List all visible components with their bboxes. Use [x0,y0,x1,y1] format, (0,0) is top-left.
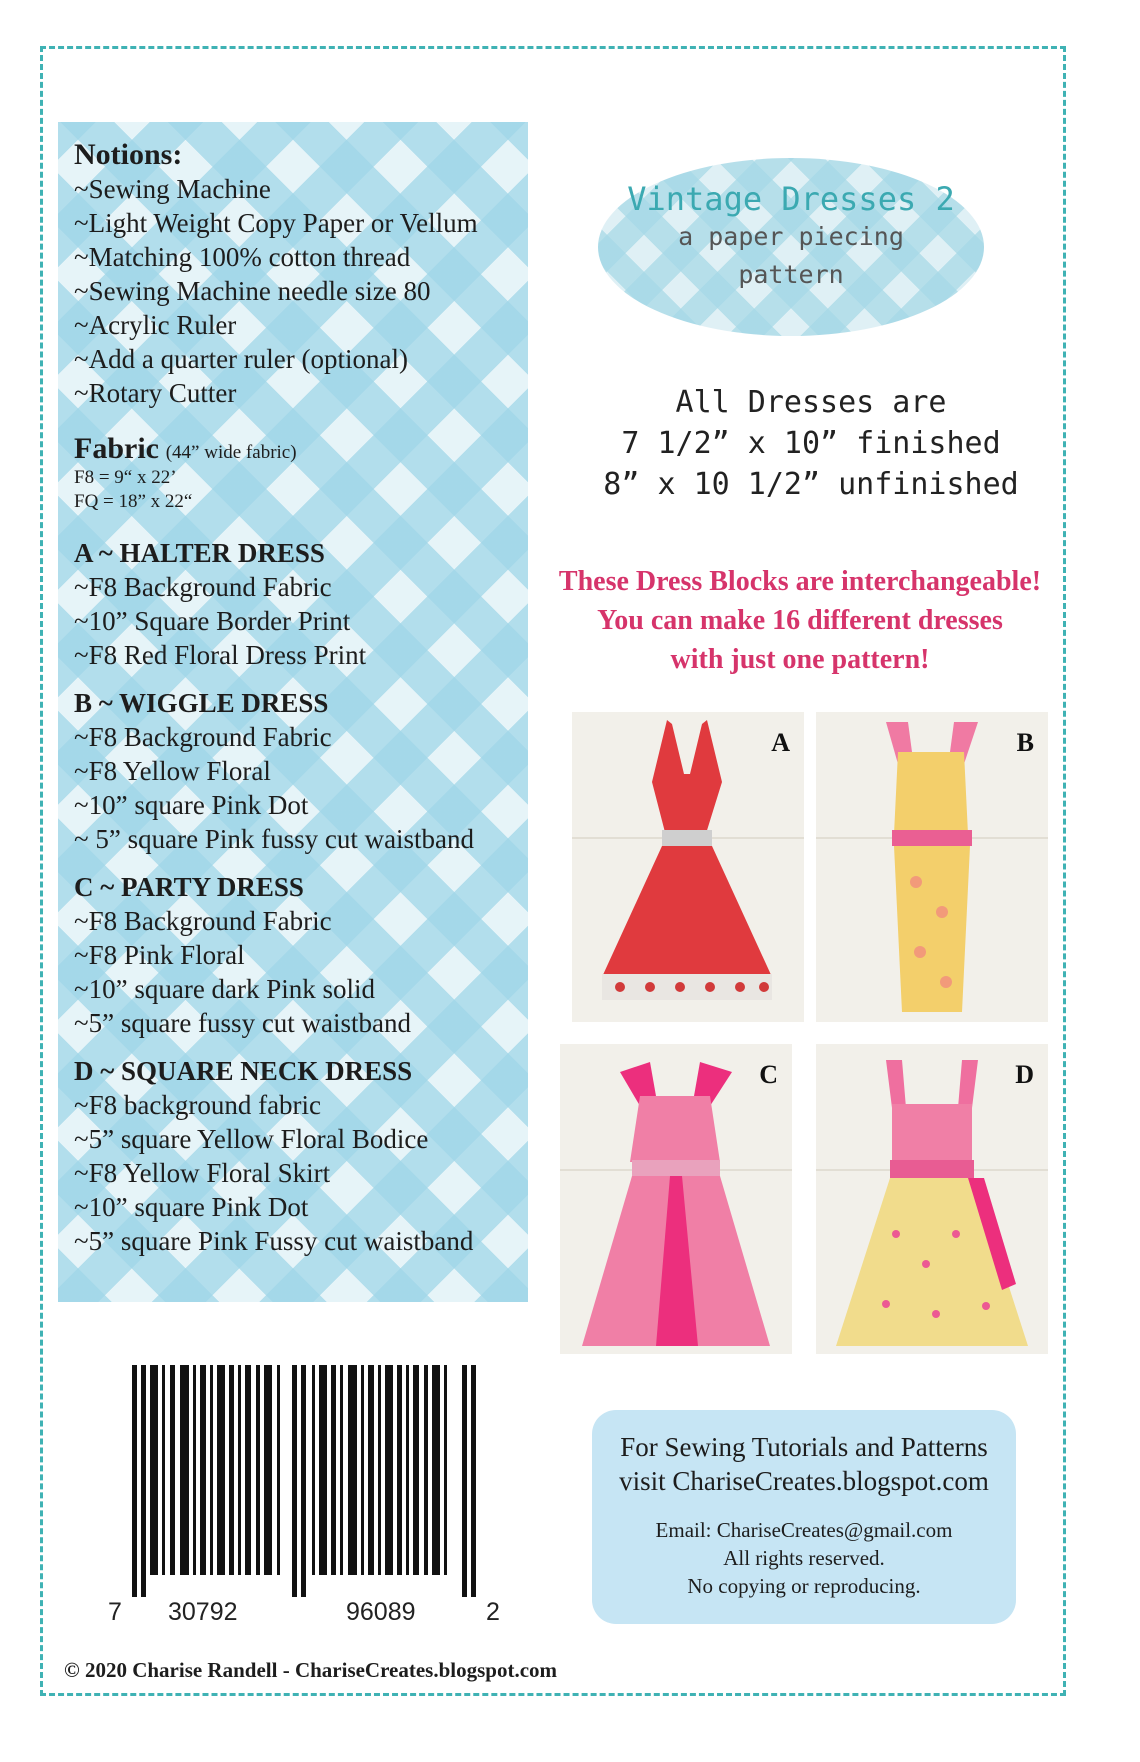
halter-dress-icon [572,712,804,1022]
wiggle-dress-icon [816,712,1048,1022]
dress-b-title: B ~ WIGGLE DRESS [74,688,329,718]
blog-link[interactable]: visit ChariseCreates.blogspot.com [619,1466,989,1496]
title-oval [598,158,984,336]
dress-block-b [816,712,1048,1022]
barcode-icon [132,1365,476,1597]
notion-item: ~Sewing Machine needle size 80 [74,276,431,306]
rights-text: All rights reserved. [723,1546,885,1570]
dress-c-item: ~10” square dark Pink solid [74,974,376,1004]
dress-a-item: ~10” Square Border Print [74,606,351,636]
email-text: Email: ChariseCreates@gmail.com [655,1518,953,1542]
barcode-digits-left: 30792 [168,1598,238,1626]
notion-item: ~Rotary Cutter [74,378,237,408]
dress-b-item: ~F8 Background Fabric [74,722,332,752]
dress-d-item: ~5” square Yellow Floral Bodice [74,1124,429,1154]
fabric-heading-row [74,432,524,466]
promo-line-3: with just one pattern! [670,644,930,675]
dress-d-item: ~F8 background fabric [74,1090,322,1120]
materials-list [74,138,524,1258]
notions-heading: Notions: [74,138,183,171]
dress-b-item: ~ 5” square Pink fussy cut waistband [74,824,475,854]
promo-line-2: You can make 16 different dresses [597,605,1003,636]
fabric-f8: F8 = 9“ x 22’ [74,467,177,488]
notion-item: ~Acrylic Ruler [74,310,237,340]
party-dress-icon [560,1044,792,1354]
pattern-subtitle-1: a paper piecing [678,222,904,251]
dress-c-item: ~F8 Background Fabric [74,906,332,936]
notion-item: ~Sewing Machine [74,174,271,204]
pattern-title: Vintage Dresses 2 [627,180,955,218]
fabric-heading: Fabric [74,432,159,465]
size-line-2: 7 1/2” x 10” finished [621,426,1001,461]
promo-line-1: These Dress Blocks are interchangeable! [558,566,1042,597]
block-label-c: C [759,1060,778,1089]
dress-a-item: ~F8 Background Fabric [74,572,332,602]
dress-d-item: ~10” square Pink Dot [74,1192,309,1222]
dress-block-c [560,1044,792,1354]
dress-d-item: ~F8 Yellow Floral Skirt [74,1158,331,1188]
dress-d-title: D ~ SQUARE NECK DRESS [74,1056,413,1086]
notion-item: ~Matching 100% cotton thread [74,242,411,272]
dress-b-item: ~F8 Yellow Floral [74,756,271,786]
dress-c-item: ~5” square fussy cut waistband [74,1008,412,1038]
dress-a-title: A ~ HALTER DRESS [74,538,325,568]
copyright-footer: © 2020 Charise Randell - ChariseCreates.blogspot.com [64,1658,558,1682]
notion-item: ~Light Weight Copy Paper or Vellum [74,208,478,238]
dress-block-d [816,1044,1048,1354]
block-label-b: B [1016,728,1034,757]
square-neck-dress-icon [816,1044,1048,1354]
fabric-fq: FQ = 18” x 22“ [74,491,193,512]
dress-a-item: ~F8 Red Floral Dress Print [74,640,367,670]
size-line-3: 8” x 10 1/2” unfinished [603,467,1019,502]
tutorials-line: For Sewing Tutorials and Patterns [620,1432,988,1462]
barcode-digit-first: 7 [108,1598,122,1626]
dress-block-a [572,712,804,1022]
dress-c-title: C ~ PARTY DRESS [74,872,304,902]
pattern-subtitle-2: pattern [738,260,844,289]
notion-item: ~Add a quarter ruler (optional) [74,344,408,374]
contact-box [592,1410,1016,1624]
barcode-digit-last: 2 [486,1598,500,1626]
barcode-digits-right: 96089 [346,1598,416,1626]
block-label-d: D [1015,1060,1034,1089]
no-copy-text: No copying or reproducing. [687,1574,921,1598]
dress-b-item: ~10” square Pink Dot [74,790,309,820]
promo-text [530,562,1070,679]
fabric-note: (44” wide fabric) [165,442,297,463]
block-label-a: A [771,728,790,757]
size-line-1: All Dresses are [675,385,947,420]
dress-d-item: ~5” square Pink Fussy cut waistband [74,1226,474,1256]
size-info [566,382,1056,505]
dress-c-item: ~F8 Pink Floral [74,940,245,970]
